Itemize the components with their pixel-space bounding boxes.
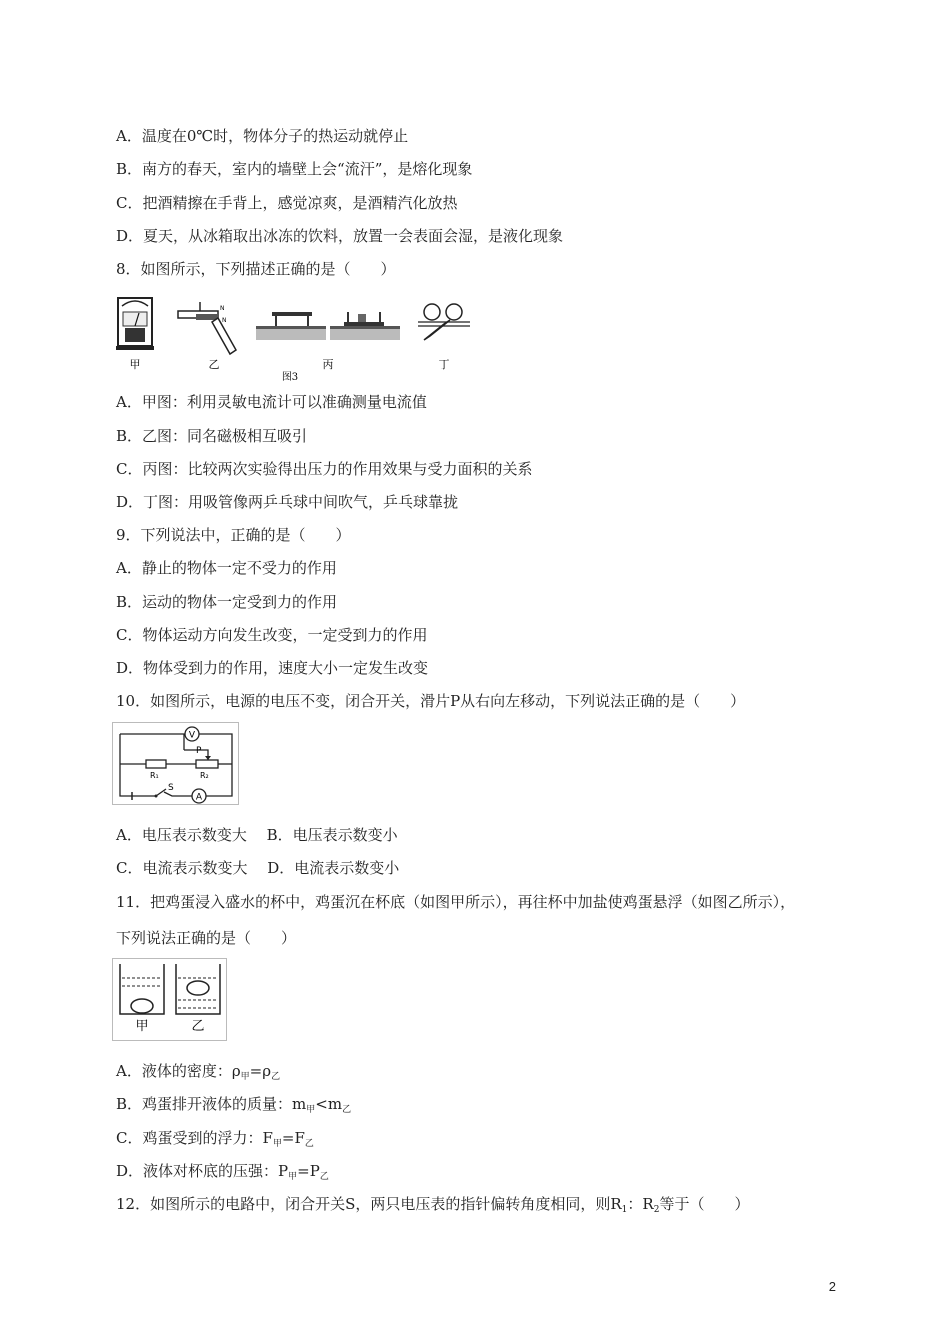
q11-option-b: B．鸡蛋排开液体的质量：$m_甲<m_乙$ xyxy=(116,1095,352,1115)
q7-option-b: B．南方的春天，室内的墙壁上会“流汗”，是熔化现象 xyxy=(116,160,473,178)
fig8-caption: 图3 xyxy=(281,372,299,383)
pressure-experiment-image xyxy=(256,312,400,340)
q10-options-ab: A．电压表示数变大 B．电压表示数变小 xyxy=(116,826,398,844)
q8-stem: 8．如图所示，下列描述正确的是（ ） xyxy=(116,260,396,278)
cup-jia-image xyxy=(120,964,164,1014)
q9-option-b: B．运动的物体一定受到力的作用 xyxy=(116,593,338,611)
fig11-label-jia: 甲 xyxy=(135,1019,149,1034)
fig8-label-yi: 乙 xyxy=(208,358,220,371)
q11-egg-figure xyxy=(112,958,228,1042)
q10-options-cd: C．电流表示数变大 D．电流表示数变小 xyxy=(116,859,400,877)
voltmeter-label: V xyxy=(188,730,196,741)
page-number: 2 xyxy=(828,1279,836,1294)
q8-option-d: D．丁图：用吸管像两乒乓球中间吹气，乒乓球靠拢 xyxy=(116,493,459,511)
q11-option-a: A．液体的密度：$\rho_甲=\rho_乙$ xyxy=(116,1062,281,1082)
q11-option-d: D．液体对杯底的压强：$P_甲=P_乙$ xyxy=(116,1162,329,1182)
fig8-label-bing: 丙 xyxy=(322,358,334,371)
q10-circuit-figure xyxy=(112,722,240,806)
q9-option-a: A．静止的物体一定不受力的作用 xyxy=(116,559,337,577)
q11-stem-line2: 下列说法正确的是（ ） xyxy=(116,929,297,947)
pingpong-balls-image xyxy=(418,304,470,340)
galvanometer-image xyxy=(116,298,154,350)
q8-option-b: B．乙图：同名磁极相互吸引 xyxy=(116,427,308,445)
fig11-label-yi: 乙 xyxy=(191,1019,205,1034)
q9-option-d: D．物体受到力的作用，速度大小一定发生改变 xyxy=(116,659,429,677)
q11-option-c: C．鸡蛋受到的浮力：$F_甲=F_乙$ xyxy=(116,1129,314,1149)
fig8-label-ding: 丁 xyxy=(438,358,450,371)
q8-option-a: A．甲图：利用灵敏电流计可以准确测量电流值 xyxy=(116,393,427,411)
svg-text:N: N xyxy=(222,317,227,324)
q10-stem: 10．如图所示，电源的电压不变，闭合开关，滑片P从右向左移动，下列说法正确的是（ ） xyxy=(116,692,746,710)
q9-option-c: C．物体运动方向发生改变，一定受到力的作用 xyxy=(116,626,428,644)
slider-p-label: P xyxy=(196,746,202,756)
fig8-label-jia: 甲 xyxy=(129,358,141,371)
ammeter-label: A xyxy=(195,792,203,803)
q7-option-d: D．夏天，从冰箱取出冰冻的饮料，放置一会表面会湿，是液化现象 xyxy=(116,227,564,245)
r2-label: R₂ xyxy=(200,771,209,780)
cup-yi-image xyxy=(176,964,220,1014)
magnets-image xyxy=(178,302,236,354)
q9-stem: 9．下列说法中，正确的是（ ） xyxy=(116,526,351,544)
q8-option-c: C．丙图：比较两次实验得出压力的作用效果与受力面积的关系 xyxy=(116,460,533,478)
q8-figure xyxy=(114,292,480,384)
q7-option-a: A．温度在0℃时，物体分子的热运动就停止 xyxy=(116,127,409,145)
svg-text:N: N xyxy=(220,305,225,312)
r1-label: R₁ xyxy=(150,771,159,780)
q11-stem-line1: 11．把鸡蛋浸入盛水的杯中，鸡蛋沉在杯底（如图甲所示），再往杯中加盐使鸡蛋悬浮（如图乙所示）， xyxy=(116,893,796,911)
q7-option-c: C．把酒精擦在手背上，感觉凉爽，是酒精汽化放热 xyxy=(116,194,458,212)
switch-s-label: S xyxy=(168,783,174,793)
q12-stem: 12．如图所示的电路中，闭合开关S，两只电压表的指针偏转角度相同，则$R_1$：$R_2$等于（ ） xyxy=(116,1195,750,1215)
